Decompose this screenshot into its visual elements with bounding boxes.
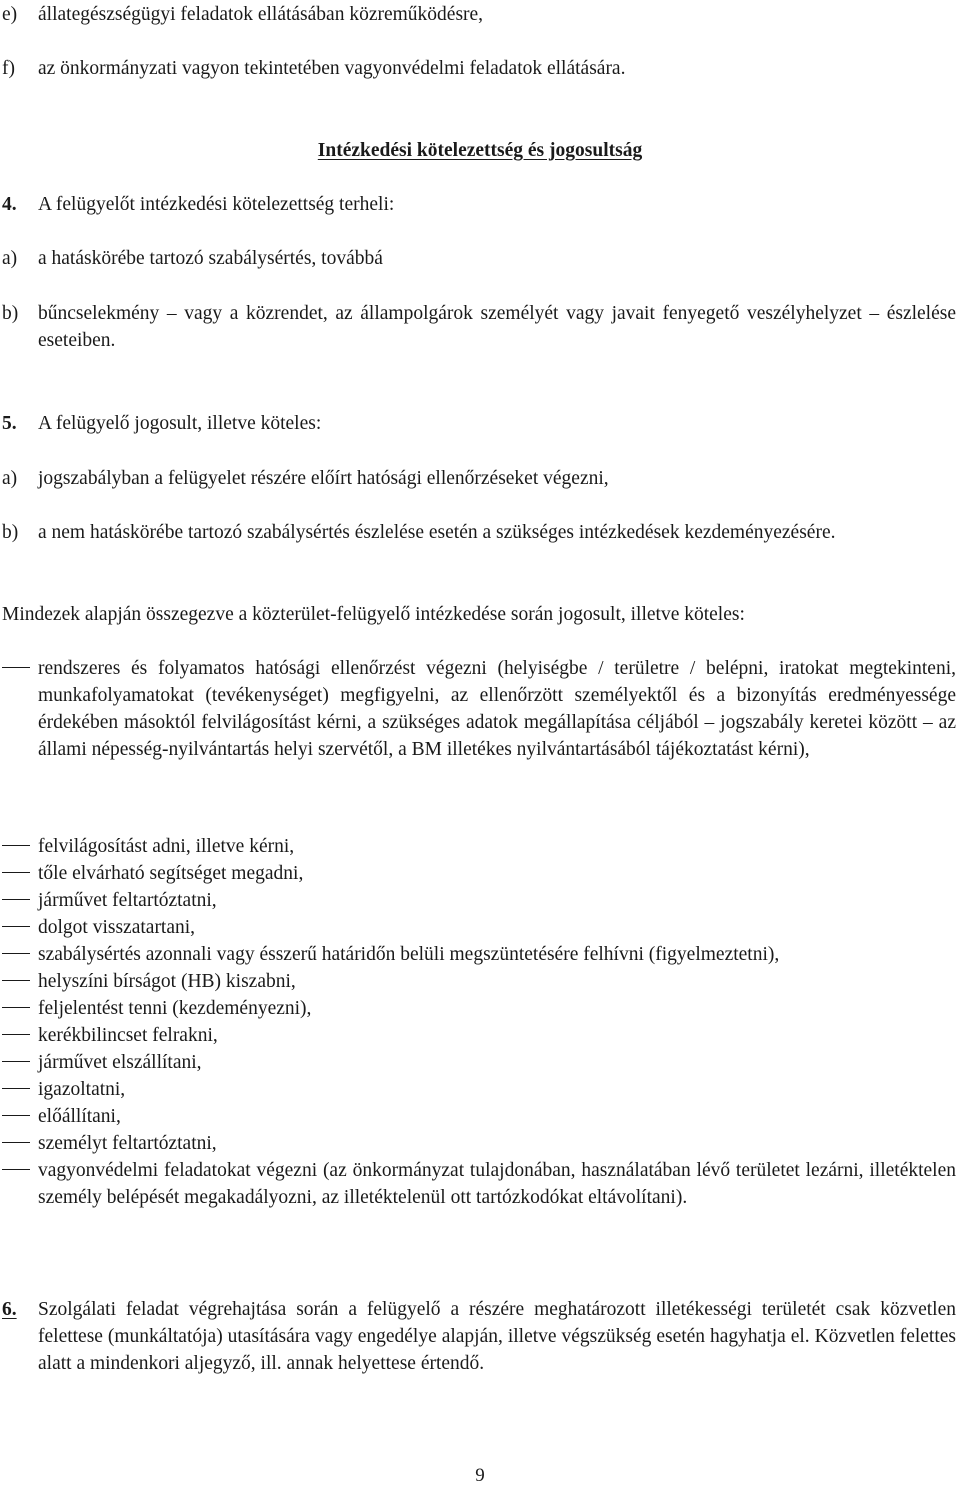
section-number: 6. [2,1299,17,1320]
list-item [2,655,956,763]
dash-bullet [2,1022,38,1049]
section-number: 4. [2,194,17,215]
item-text: az önkormányzati vagyon tekintetében vagyonvédelmi feladatok ellátására. [38,58,626,79]
item-text: járművet feltartóztatni, [38,890,217,911]
list-item [2,860,956,887]
item-text: járművet elszállítani, [38,1052,202,1073]
dash-bullet [2,655,38,682]
item-label: b) [2,522,19,543]
list-item [2,833,956,860]
item-text: állategészségügyi feladatok ellátásában közreműködésre, [38,4,484,25]
list-item-e [2,1,956,28]
dash-bullet [2,887,38,914]
list-item [2,968,956,995]
dash-bullet [2,968,38,995]
item-label: b) [2,303,19,324]
item-text: szabálysértés azonnali vagy ésszerű határidőn belüli megszüntetésére felhívni (figyelmeztetni), [38,944,780,965]
section-number: 5. [2,413,17,434]
item-text: a hatáskörébe tartozó szabálysértés, továbbá [38,248,383,269]
dash-bullet [2,1076,38,1103]
dash-bullet [2,914,38,941]
section-5-item-b [2,519,956,546]
section-4-item-b [2,300,956,354]
dash-bullet [2,941,38,968]
dash-bullet [2,1157,38,1184]
first-dash-list [2,655,956,763]
section-6 [2,1296,956,1377]
section-text: A felügyelőt intézkedési kötelezettség terheli: [38,194,395,215]
list-item [2,1022,956,1049]
item-label: e) [2,4,18,25]
dash-bullet [2,1130,38,1157]
item-label: a) [2,468,18,489]
list-item [2,1157,956,1211]
item-text: személyt feltartóztatni, [38,1133,217,1154]
item-text: dolgot visszatartani, [38,917,196,938]
item-text: vagyonvédelmi feladatokat végezni (az önkormányzat tulajdonában, használatában lévő területet lezárni, illetéktelen személy belépését megakadályozni, az illetéktelenül ott tartózkodókat eltávolítani). [38,1160,956,1208]
dash-bullet [2,1049,38,1076]
list-item [2,1076,956,1103]
list-item [2,914,956,941]
item-label: a) [2,248,18,269]
section-text: A felügyelő jogosult, illetve köteles: [38,413,322,434]
item-text: előállítani, [38,1106,121,1127]
section-4-intro [2,191,956,218]
list-item [2,941,956,968]
item-label: f) [2,58,15,79]
item-text: feljelentést tenni (kezdeményezni), [38,998,312,1019]
list-item [2,1130,956,1157]
list-item [2,1103,956,1130]
list-item [2,887,956,914]
section-heading: Intézkedési kötelezettség és jogosultság [317,140,643,161]
item-text: igazoltatni, [38,1079,126,1100]
page-number: 9 [475,1465,485,1486]
section-text: Szolgálati feladat végrehajtása során a felügyelő a részére meghatározott illetékességi területét csak közvetlen felettese (munkáltatója) utasítására vagy engedélye alapján, illetve végszükség esetén hagyhatja el. Közvetlen felettes alatt a mindenkori aljegyző, ill. annak helyettese értendő. [38,1299,956,1374]
dash-bullet [2,1103,38,1130]
dash-bullet [2,995,38,1022]
section-5-item-a [2,465,956,492]
list-item-f [2,55,956,82]
list-item [2,1049,956,1076]
dash-list [2,833,956,1211]
item-text: rendszeres és folyamatos hatósági ellenőrzést végezni (helyiségbe / területre / belépni, iratokat megtekinteni, munkafolyamatokat (tevékenységet) megfigyelni, az ellenőrzött személyektől és a bizonyítás eredményessége érdekében másoktól felvilágosítást kérni, a szükséges adatok megállapítása céljából – jogszabály keretei között – az állami népesség-nyilvántartás helyi szervétől, a BM illetékes nyilvántartásából tájékoztatást kérni), [38,658,956,760]
item-text: bűncselekmény – vagy a közrendet, az állampolgárok személyét vagy javait fenyegető veszélyhelyzet – észlelése eseteiben. [38,303,956,351]
item-text: tőle elvárható segítséget megadni, [38,863,304,884]
list-item [2,995,956,1022]
item-text: felvilágosítást adni, illetve kérni, [38,836,295,857]
section-5-intro [2,410,956,437]
item-text: kerékbilincset felrakni, [38,1025,218,1046]
item-text: helyszíni bírságot (HB) kiszabni, [38,971,296,992]
item-text: a nem hatáskörébe tartozó szabálysértés észlelése esetén a szükséges intézkedések kezdeményezésére. [38,522,836,543]
dash-bullet [2,833,38,860]
section-4-item-a [2,245,956,272]
summary-paragraph: Mindezek alapján összegezve a közterület-felügyelő intézkedése során jogosult, illetve köteles: [2,604,745,625]
dash-bullet [2,860,38,887]
item-text: jogszabályban a felügyelet részére előírt hatósági ellenőrzéseket végezni, [38,468,609,489]
